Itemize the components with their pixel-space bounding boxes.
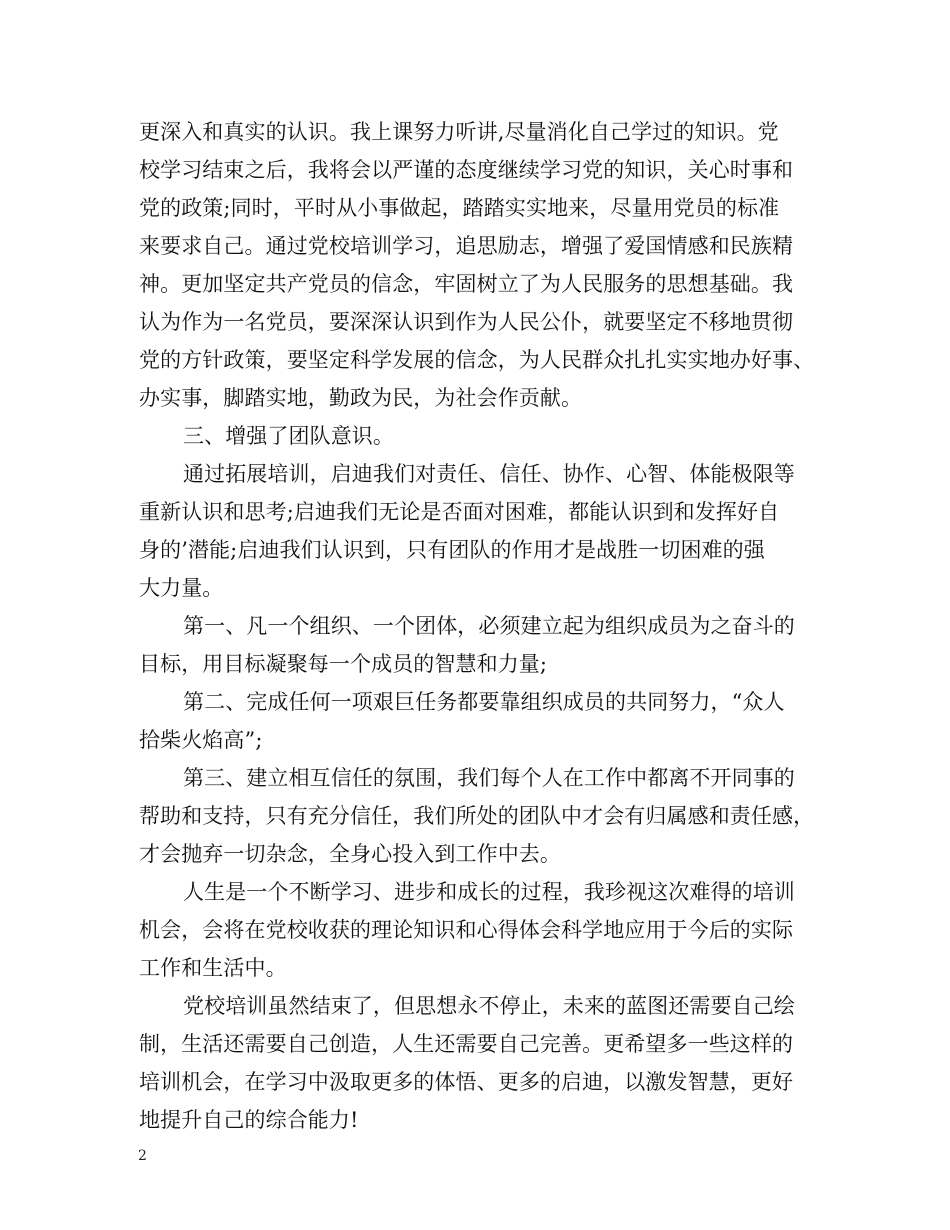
- text-line: 通过拓展培训，启迪我们对责任、信任、协作、心智、体能极限等: [183, 462, 795, 486]
- text-line: 制，生活还需要自己创造，人生还需要自己完善。更希望多一些这样的: [139, 1032, 794, 1056]
- text-line: 党的政策;同时，平时从小事做起，踏踏实实地来，尽量用党员的标准: [139, 196, 780, 220]
- text-line: 更深入和真实的认识。我上课努力听讲,尽量消化自己学过的知识。党: [139, 120, 779, 144]
- text-line: 第二、完成任何一项艰巨任务都要靠组织成员的共同努力，“众人: [183, 690, 785, 714]
- text-line: 目标，用目标凝聚每一个成员的智慧和力量;: [139, 652, 548, 676]
- text-line: 地提升自己的综合能力!: [139, 1108, 359, 1132]
- text-line: 来要求自己。通过党校培训学习，追思励志，增强了爱国情感和民族精: [139, 234, 794, 258]
- text-line: 人生是一个不断学习、进步和成长的过程，我珍视这次难得的培训: [183, 880, 795, 904]
- text-line: 才会抛弃一切杂念，全身心投入到工作中去。: [139, 842, 561, 866]
- text-line: 第三、建立相互信任的氛围，我们每个人在工作中都离不开同事的: [183, 766, 795, 790]
- text-line: 办实事，脚踏实地，勤政为民，为社会作贡献。: [139, 386, 583, 410]
- text-line: 神。更加坚定共产党员的信念，牢固树立了为人民服务的思想基础。我: [139, 272, 794, 296]
- text-line: 第一、凡一个组织、一个团体，必须建立起为组织成员为之奋斗的: [183, 614, 795, 638]
- text-line: 培训机会，在学习中汲取更多的体悟、更多的启迪，以激发智慧，更好: [139, 1070, 794, 1094]
- text-line: 帮助和支持，只有充分信任，我们所处的团队中才会有归属感和责任感，: [139, 804, 815, 828]
- text-line: 身的’潜能;启迪我们认识到，只有团队的作用才是战胜一切困难的强: [139, 538, 765, 562]
- text-line: 党的方针政策，要坚定科学发展的信念，为人民群众扎扎实实地办好事、: [139, 348, 815, 372]
- text-line: 校学习结束之后，我将会以严谨的态度继续学习党的知识，关心时事和: [139, 158, 794, 182]
- text-line: 大力量。: [139, 576, 224, 600]
- text-line: 拾柴火焰高”;: [139, 728, 263, 752]
- section-heading: 三、增强了团队意识。: [183, 424, 394, 448]
- text-line: 党校培训虽然结束了，但思想永不停止，未来的蓝图还需要自己绘: [183, 994, 795, 1018]
- text-line: 重新认识和思考;启迪我们无论是否面对困难，都能认识到和发挥好自: [139, 500, 780, 524]
- text-line: 机会，会将在党校收获的理论知识和心得体会科学地应用于今后的实际: [139, 918, 794, 942]
- page-number: 2: [138, 1148, 147, 1164]
- text-line: 工作和生活中。: [139, 956, 287, 980]
- text-line: 认为作为一名党员，要深深认识到作为人民公仆，就要坚定不移地贯彻: [139, 310, 794, 334]
